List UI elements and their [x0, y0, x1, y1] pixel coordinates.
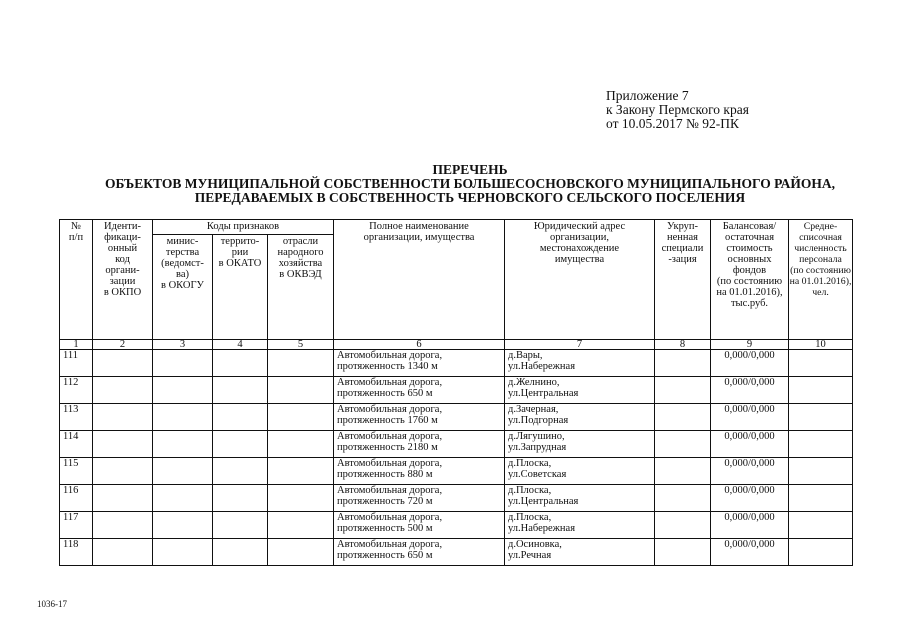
- cell-okato: [213, 350, 268, 377]
- header-line: Полное наименование: [369, 221, 469, 232]
- annex-line-1: Приложение 7: [606, 88, 689, 103]
- cell-address-line: д.Лягушино,: [508, 431, 565, 442]
- header-line: Укруп-: [666, 221, 699, 232]
- header-okato: [213, 235, 268, 340]
- row-number-line: 111: [63, 350, 78, 361]
- row-number: [60, 404, 93, 431]
- cell-address-line: ул.Центральная: [508, 496, 579, 507]
- cell-name: [334, 485, 505, 512]
- header-line: рии: [231, 247, 249, 258]
- cell-staff: [789, 539, 853, 566]
- header-line: ва): [176, 269, 189, 280]
- header-codes-group: Коды признаков: [153, 220, 334, 235]
- annex-line-2: к Закону Пермского края: [606, 102, 749, 117]
- annex-line-3: от 10.05.2017 № 92-ПК: [606, 116, 739, 131]
- header-line: зации: [109, 276, 136, 287]
- title-line-1: ПЕРЕЧЕНЬ: [432, 162, 508, 177]
- column-number: 9: [711, 340, 789, 350]
- cell-staff: [789, 377, 853, 404]
- cell-enlarged: [655, 350, 711, 377]
- cell-okato: [213, 512, 268, 539]
- cell-okato: [213, 431, 268, 458]
- cell-address-line: д.Осиновка,: [508, 539, 562, 550]
- table-row: [60, 404, 853, 431]
- table-row: [60, 350, 853, 377]
- table-row: [60, 539, 853, 566]
- header-line: террито-: [220, 236, 260, 247]
- column-number: 3: [153, 340, 213, 350]
- cell-okved: [268, 539, 334, 566]
- row-number-line: 113: [63, 404, 79, 415]
- header-line: персонала: [799, 254, 842, 265]
- cell-balance: [711, 350, 789, 377]
- property-table: [59, 219, 853, 566]
- table-row: [60, 458, 853, 485]
- cell-balance: [711, 458, 789, 485]
- title-line-3: ПЕРЕДАВАЕМЫХ В СОБСТВЕННОСТЬ ЧЕРНОВСКОГО СЕЛЬСКОГО ПОСЕЛЕНИЯ: [194, 190, 746, 205]
- cell-address-line: ул.Речная: [508, 550, 552, 561]
- row-number-line: 115: [63, 458, 79, 469]
- column-number: 4: [213, 340, 268, 350]
- header-line: имущества: [554, 254, 605, 265]
- cell-name-line: протяженность 720 м: [337, 496, 433, 507]
- cell-name: [334, 377, 505, 404]
- footer-code: 1036-17: [37, 599, 67, 609]
- cell-name-line: Автомобильная дорога,: [337, 350, 443, 361]
- cell-balance-line: 0,000/0,000: [724, 458, 775, 469]
- cell-okpo: [93, 431, 153, 458]
- table-row: [60, 431, 853, 458]
- header-address: [505, 220, 655, 340]
- header-line: списочная: [799, 232, 842, 243]
- annex-reference: [606, 89, 749, 131]
- cell-address: [505, 512, 655, 539]
- cell-balance: [711, 539, 789, 566]
- cell-enlarged: [655, 431, 711, 458]
- cell-name-line: протяженность 1340 м: [337, 361, 438, 372]
- cell-address-line: ул.Подгорная: [508, 415, 569, 426]
- cell-balance: [711, 431, 789, 458]
- header-line: (по состоянию: [790, 265, 851, 276]
- header-line: -зация: [668, 254, 697, 265]
- cell-okogu: [153, 512, 213, 539]
- header-balance: [711, 220, 789, 340]
- cell-enlarged: [655, 458, 711, 485]
- cell-address-line: д.Желнино,: [508, 377, 560, 388]
- cell-okpo: [93, 350, 153, 377]
- header-line: код: [115, 254, 130, 265]
- header-line: местонахождение: [539, 243, 620, 254]
- cell-balance-line: 0,000/0,000: [724, 377, 775, 388]
- cell-okogu: [153, 485, 213, 512]
- row-number: [60, 377, 93, 404]
- row-number-line: 117: [63, 512, 79, 523]
- row-number: [60, 350, 93, 377]
- cell-address-line: ул.Набережная: [508, 361, 576, 372]
- header-staff: [789, 220, 853, 340]
- cell-okato: [213, 458, 268, 485]
- row-number-line: 116: [63, 485, 79, 496]
- cell-staff: [789, 431, 853, 458]
- cell-okogu: [153, 431, 213, 458]
- cell-okpo: [93, 485, 153, 512]
- cell-enlarged: [655, 404, 711, 431]
- cell-name-line: Автомобильная дорога,: [337, 512, 443, 523]
- header-line: минис-: [166, 236, 199, 247]
- row-number-line: 112: [63, 377, 79, 388]
- header-line: (ведомст-: [161, 258, 204, 269]
- cell-staff: [789, 485, 853, 512]
- header-line: организации, имущества: [363, 232, 475, 243]
- cell-name: [334, 458, 505, 485]
- cell-name: [334, 431, 505, 458]
- cell-address: [505, 377, 655, 404]
- row-number: [60, 512, 93, 539]
- cell-okved: [268, 377, 334, 404]
- header-line: Балансовая/: [722, 221, 777, 232]
- row-number-line: 114: [63, 431, 79, 442]
- cell-okogu: [153, 404, 213, 431]
- cell-okato: [213, 539, 268, 566]
- cell-address: [505, 350, 655, 377]
- cell-name-line: протяженность 500 м: [337, 523, 433, 534]
- header-line: онный: [107, 243, 138, 254]
- cell-staff: [789, 512, 853, 539]
- header-line: тыс.руб.: [730, 298, 769, 309]
- cell-okato: [213, 404, 268, 431]
- header-line: народного: [277, 247, 324, 258]
- cell-address-line: ул.Центральная: [508, 388, 579, 399]
- cell-address: [505, 431, 655, 458]
- header-enlarged: [655, 220, 711, 340]
- cell-address: [505, 539, 655, 566]
- cell-okpo: [93, 539, 153, 566]
- row-number: [60, 431, 93, 458]
- cell-okpo: [93, 377, 153, 404]
- header-okved: [268, 235, 334, 340]
- cell-name-line: протяженность 650 м: [337, 550, 433, 561]
- table-row: [60, 377, 853, 404]
- cell-balance-line: 0,000/0,000: [724, 485, 775, 496]
- cell-address-line: д.Вары,: [508, 350, 543, 361]
- cell-enlarged: [655, 377, 711, 404]
- column-number: 2: [93, 340, 153, 350]
- cell-okved: [268, 512, 334, 539]
- header-line: отрасли: [282, 236, 319, 247]
- column-number: 6: [334, 340, 505, 350]
- cell-name-line: Автомобильная дорога,: [337, 431, 443, 442]
- header-line: терства: [165, 247, 200, 258]
- cell-okved: [268, 350, 334, 377]
- cell-okogu: [153, 458, 213, 485]
- cell-name: [334, 512, 505, 539]
- header-line: на 01.01.2016),: [716, 287, 783, 298]
- cell-name-line: протяженность 650 м: [337, 388, 433, 399]
- header-line: (по состоянию: [716, 276, 783, 287]
- cell-okato: [213, 377, 268, 404]
- cell-name-line: протяженность 880 м: [337, 469, 433, 480]
- cell-okogu: [153, 377, 213, 404]
- cell-okved: [268, 485, 334, 512]
- cell-address-line: ул.Советская: [508, 469, 567, 480]
- cell-name-line: Автомобильная дорога,: [337, 377, 443, 388]
- cell-okpo: [93, 404, 153, 431]
- header-line: в ОКПО: [103, 287, 142, 298]
- column-number-row: [60, 340, 853, 350]
- cell-balance-line: 0,000/0,000: [724, 350, 775, 361]
- header-okpo: [93, 220, 153, 340]
- title-line-2: ОБЪЕКТОВ МУНИЦИПАЛЬНОЙ СОБСТВЕННОСТИ БОЛЬШЕСОСНОВСКОГО МУНИЦИПАЛЬНОГО РАЙОНА,: [104, 176, 836, 191]
- cell-name: [334, 539, 505, 566]
- header-name: [334, 220, 505, 340]
- header-line: на 01.01.2016),: [789, 276, 852, 287]
- header-num: [60, 220, 93, 340]
- header-line: Средне-: [803, 221, 838, 232]
- cell-staff: [789, 350, 853, 377]
- header-line: организации,: [550, 232, 609, 243]
- header-line: в ОКАТО: [218, 258, 262, 269]
- cell-balance-line: 0,000/0,000: [724, 539, 775, 550]
- cell-name-line: Автомобильная дорога,: [337, 485, 443, 496]
- cell-balance: [711, 512, 789, 539]
- cell-okpo: [93, 512, 153, 539]
- header-line: Иденти-: [104, 221, 141, 232]
- row-number: [60, 485, 93, 512]
- cell-address-line: д.Плоска,: [508, 512, 552, 523]
- header-line: п/п: [68, 232, 84, 243]
- cell-staff: [789, 458, 853, 485]
- header-line: основных: [727, 254, 772, 265]
- cell-enlarged: [655, 485, 711, 512]
- table-row: [60, 485, 853, 512]
- column-number: 10: [789, 340, 853, 350]
- column-number: 8: [655, 340, 711, 350]
- cell-okved: [268, 431, 334, 458]
- header-okogu: [153, 235, 213, 340]
- cell-enlarged: [655, 539, 711, 566]
- column-number: 5: [268, 340, 334, 350]
- header-line: остаточная: [724, 232, 775, 243]
- cell-address: [505, 458, 655, 485]
- header-line: Юридический адрес: [533, 221, 626, 232]
- cell-okved: [268, 404, 334, 431]
- cell-name-line: Автомобильная дорога,: [337, 539, 443, 550]
- header-line: численность: [794, 243, 847, 254]
- row-number-line: 118: [63, 539, 79, 550]
- cell-name: [334, 404, 505, 431]
- cell-balance: [711, 377, 789, 404]
- cell-address: [505, 485, 655, 512]
- cell-enlarged: [655, 512, 711, 539]
- cell-okpo: [93, 458, 153, 485]
- cell-staff: [789, 404, 853, 431]
- header-line: стоимость: [726, 243, 773, 254]
- header-line: в ОКОГУ: [161, 280, 204, 291]
- cell-address-line: ул.Запрудная: [508, 442, 567, 453]
- cell-okved: [268, 458, 334, 485]
- header-line: специали: [661, 243, 704, 254]
- row-number: [60, 458, 93, 485]
- header-line: фикаци-: [104, 232, 141, 243]
- cell-address-line: д.Плоска,: [508, 458, 552, 469]
- cell-name-line: Автомобильная дорога,: [337, 458, 443, 469]
- header-line: в ОКВЭД: [279, 269, 322, 280]
- cell-okogu: [153, 350, 213, 377]
- cell-balance-line: 0,000/0,000: [724, 431, 775, 442]
- header-line: хозяйства: [278, 258, 323, 269]
- header-line: органи-: [105, 265, 140, 276]
- table-row: [60, 512, 853, 539]
- header-line: ненная: [666, 232, 698, 243]
- row-number: [60, 539, 93, 566]
- cell-name: [334, 350, 505, 377]
- document-title: [40, 163, 900, 205]
- cell-okogu: [153, 539, 213, 566]
- cell-balance-line: 0,000/0,000: [724, 512, 775, 523]
- column-number: 1: [60, 340, 93, 350]
- header-line: №: [70, 221, 82, 232]
- cell-name-line: протяженность 2180 м: [337, 442, 438, 453]
- cell-name-line: Автомобильная дорога,: [337, 404, 443, 415]
- header-line: фондов: [732, 265, 767, 276]
- cell-balance: [711, 404, 789, 431]
- cell-address-line: ул.Набережная: [508, 523, 576, 534]
- column-number: 7: [505, 340, 655, 350]
- cell-address: [505, 404, 655, 431]
- cell-okato: [213, 485, 268, 512]
- cell-address-line: д.Плоска,: [508, 485, 552, 496]
- header-line: чел.: [812, 287, 829, 298]
- cell-balance-line: 0,000/0,000: [724, 404, 775, 415]
- cell-address-line: д.Зачерная,: [508, 404, 559, 415]
- cell-name-line: протяженность 1760 м: [337, 415, 438, 426]
- cell-balance: [711, 485, 789, 512]
